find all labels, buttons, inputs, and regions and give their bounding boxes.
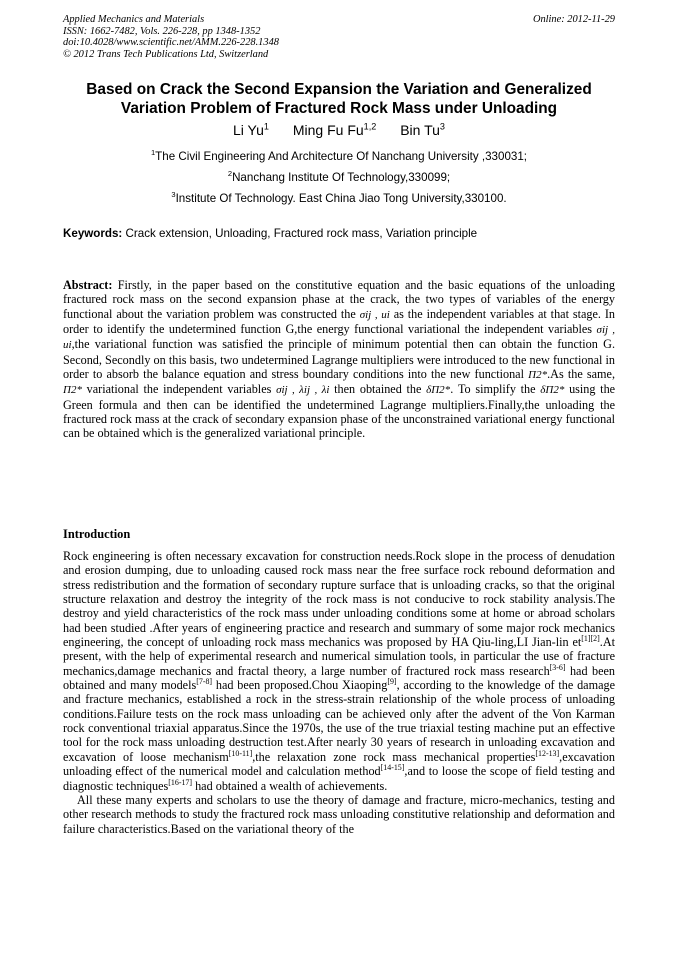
doi-line: doi:10.4028/www.scientific.net/AMM.226-228.1348 [63,37,279,49]
math-expression: σij , λij , λi [276,384,330,397]
math-expression: δΠ2* [540,384,565,397]
math-expression: σij , ui [359,308,390,321]
issn-line: ISSN: 1662-7482, Vols. 226-228, pp 1348-1352 [63,25,261,37]
affiliation: $^1$The Civil Engineering And Architecture Of Nanchang University ,330031; [150,148,528,163]
citation: [9] [387,677,397,687]
abstract-label: Abstract: [63,278,113,292]
keywords-label: Keywords: [63,227,123,240]
citation: [1][2] [581,634,600,643]
affiliation: $^2$Nanchang Institute Of Technology,330099; [227,169,451,184]
citation: [10-11] [228,748,253,758]
math-expression: δΠ2* [426,384,451,397]
keywords-text: Crack extension, Unloading, Fractured rock mass, Variation principle [125,227,478,240]
paper-title [50,80,628,118]
abstract: Abstract: Firstly, in the paper based on the constitutive equation and the basic equations of the unloading fractured rock mass on the second expansion phase at the crack, the two types of variables of the energy functional about the variation problem was constructed the σij , ui as the independent variables at that stage. In order to identify the undetermined function G,the energy functional variational the independent variables σij , ui,the variational function was satisfied the principle of minimum potential then can obtain the function G. Second, Secondly on this basis, two undetermined Lagrange multipliers were introduced to the new functional in order to absorb the balance equation and stress boundary conditions into the new functional Π2*.As the same, Π2* variational the independent variables σij , λij , λi then obtained the δΠ2*. To simplify the δΠ2* using the Green formula and then can be identified the undetermined Lagrange multipliers.Finally,the unloading the fractured rock mass at the crack of secondary expansion phase of the unconstrained variational energy functional can be obtained which is the generalized variational principle. [63,278,616,441]
affiliation: $^3$Institute Of Technology. East China Jiao Tong University,330100. [171,190,507,205]
paragraph: All these many experts and scholars to use the theory of damage and fracture, micro-mechanics, testing and other research methods to study the fractured rock mass unloading constitutive relationship and deformation and failure characteristics.Based on the variational theory of the [63,792,615,836]
introduction-body [63,549,615,836]
author-list [50,122,628,138]
paragraph: Rock engineering is often necessary excavation for construction needs.Rock slope in the process of denudation and erosion dumping, due to unloading caused rock mass near the free surface rock rebound deformation and stress redistribution and the formation of secondary rupture surface that is unloading cracks, so that the original structure relaxation and destroy the integrity of the rock mass is not conducive to rock stability analysis.The destroy and yield characteristics of the rock mass under unloading conditions some at home or abroad scholars had been studied .After years of engineering practice and research and summary of some major rock mechanics engineering, the concept of unloading rock mass mechanics was proposed by HA Qiu-ling,LI Jian-lin et[1][2].At present, with the help of experimental research and numerical simulation tools, in particular the use of fracture mechanics,damage mechanics and fractal theory, a large number of fractured rock mass research[3-6] had been obtained and many models[7-8] had been proposed.Chou Xiaoping[9], according to the knowledge of the damage and fracture mechanics, established a rock in the stress-strain relationship of the whole process of unloading conditions.Failure tests on the rock mass unloading can be achieved only after the advent of the Von Karman rock conventional triaxial apparatus.Since the 1970s, the use of the true triaxial testing machine put an effective tool for the rock mass unloading destruction test.After nearly 30 years of research in unloading excavation and excavation of loose mechanism[10-11],the relaxation zone rock mass mechanical properties[12-13],excavation unloading effect of the numerical model and calculation method[14-15],and to loose the scope of field testing and diagnostic techniques[16-17] had obtained a wealth of achievements. [63,549,615,793]
journal-header [63,14,615,60]
author: Ming Fu Fu$^{1,2}$ [292,121,377,138]
math-expression: σij , ui [63,324,615,352]
online-date: Online: 2012-11-29 [532,14,615,25]
author: Li Yu$^1$ [233,121,269,138]
math-expression: Π2* [63,384,82,397]
citation: [3-6] [549,662,566,672]
journal-name: Applied Mechanics and Materials [63,14,205,25]
title-line-2: Variation Problem of Fractured Rock Mass under Unloading [120,100,558,117]
citation: [7-8] [196,677,213,687]
section-heading-introduction: Introduction [63,527,131,541]
citation: [14-15] [380,763,405,773]
keywords [63,227,615,240]
citation: [16-17] [168,777,193,787]
math-expression: Π2* [528,369,548,382]
author: Bin Tu$^3$ [400,121,445,138]
copyright-line: © 2012 Trans Tech Publications Ltd, Switzerland [63,48,269,60]
title-line-1: Based on Crack the Second Expansion the Variation and Generalized [86,81,592,98]
citation: [12-13] [535,748,560,758]
